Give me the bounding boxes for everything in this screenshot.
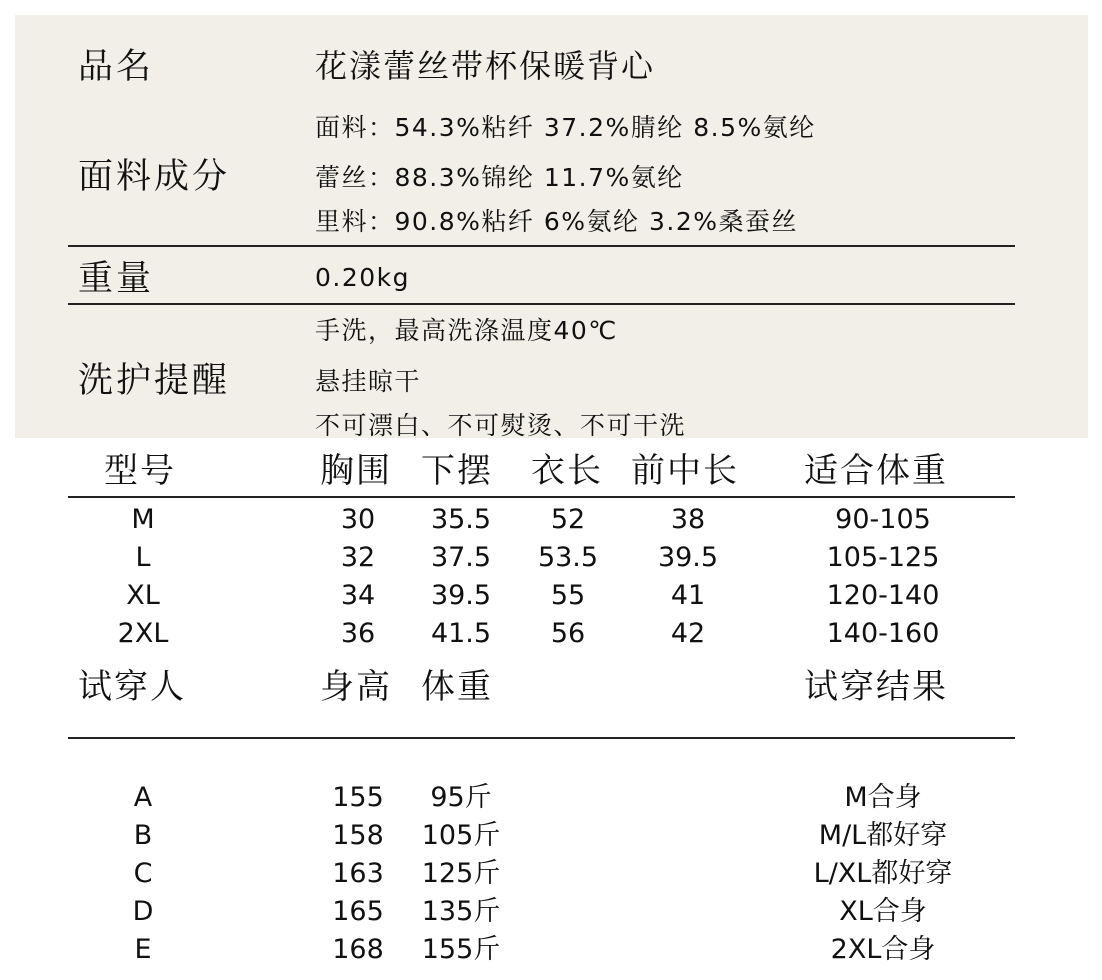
size-row-cell: 39.5 — [430, 580, 492, 611]
fitting-row-person: C — [133, 858, 153, 889]
fitting-row-cell: 158 — [332, 820, 384, 851]
size-row-model: 2XL — [117, 618, 169, 649]
size-header-front-length: 前中长 — [631, 451, 739, 491]
size-row-cell: 90-105 — [835, 504, 931, 535]
fitting-row-cell: 95斤 — [430, 782, 492, 813]
fabric-composition-label: 面料成分 — [78, 157, 231, 197]
fitting-row-person: E — [134, 934, 152, 965]
product-name-label: 品名 — [78, 47, 155, 87]
weight-value: 0.20kg — [315, 263, 411, 292]
fitting-header-result: 试穿结果 — [804, 667, 948, 707]
fitting-row-person: B — [133, 820, 153, 851]
size-row-cell: 39.5 — [657, 542, 719, 573]
fitting-row-cell: XL合身 — [839, 896, 927, 927]
fitting-header-person: 试穿人 — [78, 667, 186, 707]
size-row-cell: 105-125 — [826, 542, 940, 573]
fitting-header-height: 身高 — [320, 667, 392, 707]
size-row-cell: 34 — [340, 580, 376, 611]
size-header-model: 型号 — [104, 451, 176, 491]
fitting-row-cell: 105斤 — [421, 820, 501, 851]
size-row-cell: 120-140 — [826, 580, 940, 611]
size-row-cell: 36 — [340, 618, 376, 649]
size-header-hem: 下摆 — [421, 451, 493, 491]
size-row-cell: 140-160 — [826, 618, 940, 649]
weight-label: 重量 — [78, 259, 155, 299]
fitting-row-cell: 165 — [332, 896, 384, 927]
fitting-row-cell: 135斤 — [421, 896, 501, 927]
fitting-row-cell: L/XL都好穿 — [813, 858, 953, 889]
size-row-model: M — [131, 504, 155, 535]
fitting-row-person: D — [132, 896, 154, 927]
care-line-wash: 手洗，最高洗涤温度40℃ — [315, 316, 618, 345]
care-line-dry: 悬挂晾干 — [315, 367, 422, 396]
size-row-cell: 53.5 — [537, 542, 599, 573]
size-row-cell: 41 — [670, 580, 706, 611]
size-header-fit-weight: 适合体重 — [804, 451, 948, 491]
size-row-cell: 38 — [670, 504, 706, 535]
size-row-cell: 37.5 — [430, 542, 492, 573]
divider-line — [68, 496, 1015, 498]
divider-line — [68, 245, 1015, 247]
size-row-cell: 52 — [550, 504, 586, 535]
size-row-cell: 30 — [340, 504, 376, 535]
divider-line — [68, 737, 1015, 739]
care-instructions-label: 洗护提醒 — [78, 361, 231, 401]
fabric-line-lace: 蕾丝：88.3%锦纶 11.7%氨纶 — [315, 163, 684, 192]
fitting-row-cell: M合身 — [844, 782, 922, 813]
size-row-model: L — [135, 542, 151, 573]
fitting-header-weight: 体重 — [421, 667, 493, 707]
size-header-bust: 胸围 — [320, 451, 392, 491]
fitting-row-cell: 163 — [332, 858, 384, 889]
care-line-restrictions: 不可漂白、不可熨烫、不可干洗 — [315, 411, 687, 440]
fitting-row-cell: 155 — [332, 782, 384, 813]
size-row-cell: 41.5 — [430, 618, 492, 649]
size-header-length: 衣长 — [531, 451, 603, 491]
fitting-row-cell: 125斤 — [421, 858, 501, 889]
size-row-model: XL — [126, 580, 160, 611]
size-row-cell: 56 — [550, 618, 586, 649]
fabric-line-lining: 里料：90.8%粘纤 6%氨纶 3.2%桑蚕丝 — [315, 207, 798, 236]
fabric-line-shell: 面料：54.3%粘纤 37.2%腈纶 8.5%氨纶 — [315, 113, 816, 142]
size-row-cell: 32 — [340, 542, 376, 573]
fitting-row-cell: 168 — [332, 934, 384, 965]
size-row-cell: 42 — [670, 618, 706, 649]
fitting-row-cell: 2XL合身 — [830, 934, 936, 965]
product-name-value: 花漾蕾丝带杯保暖背心 — [315, 47, 656, 85]
divider-line — [68, 303, 1015, 305]
fitting-row-cell: 155斤 — [421, 934, 501, 965]
size-row-cell: 35.5 — [430, 504, 492, 535]
fitting-row-person: A — [133, 782, 153, 813]
size-row-cell: 55 — [550, 580, 586, 611]
fitting-row-cell: M/L都好穿 — [818, 820, 948, 851]
